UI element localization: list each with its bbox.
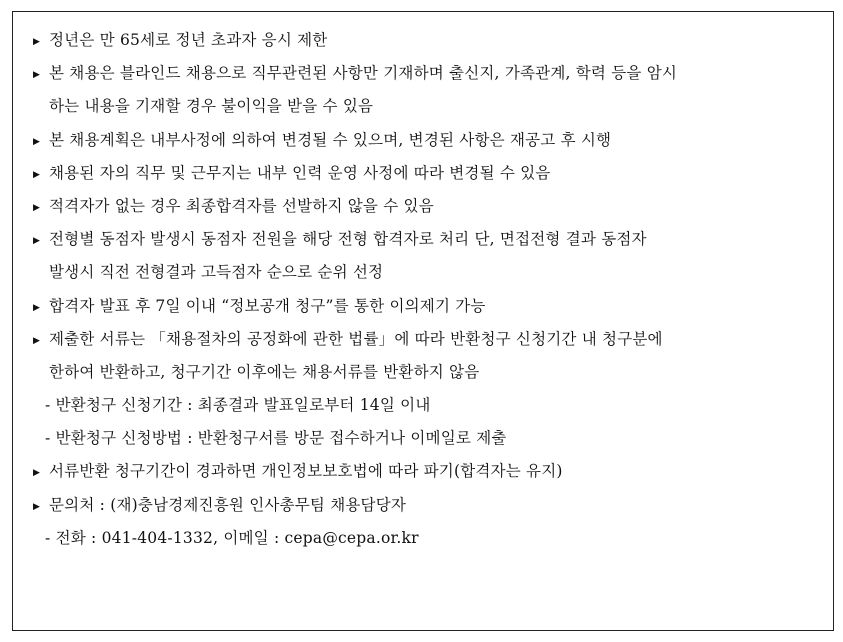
bullet-icon: ▶ [33, 501, 41, 512]
notice-text: 적격자가 없는 경우 최종합격자를 선발하지 않을 수 있음 [49, 196, 434, 215]
notice-item-objection [33, 290, 815, 323]
notice-text: 전형별 동점자 발생시 동점자 전원을 해당 전형 합격자로 처리 단, 면접전형 결과 동점자 [49, 230, 647, 249]
notice-text: 문의처 : (재)충남경제진흥원 인사총무팀 채용담당자 [49, 495, 407, 514]
notice-item-duty-location [33, 157, 815, 190]
notice-text: 정년은 만 65세로 정년 초과자 응시 제한 [49, 31, 328, 49]
bullet-icon: ▶ [33, 236, 41, 247]
bullet-icon: ▶ [33, 136, 41, 147]
bullet-icon: ▶ [33, 335, 41, 346]
notice-item-no-qualified [33, 190, 815, 223]
notice-text: 본 채용은 블라인드 채용으로 직무관련된 사항만 기재하며 출신지, 가족관계, 학력 등을 암시 [49, 64, 678, 83]
bullet-icon: ▶ [33, 468, 41, 479]
notice-item-contact [33, 489, 815, 522]
bullet-icon: ▶ [33, 37, 41, 47]
notice-item-tie-score-cont: 발생시 직전 전형결과 고득점자 순으로 순위 선정 [49, 263, 384, 282]
notice-text: 본 채용계획은 내부사정에 의하여 변경될 수 있으며, 변경된 사항은 재공고 후 시행 [49, 130, 612, 149]
notice-subitem-contact-info: - 전화 : 041-404-1332, 이메일 : cepa@cepa.or.kr [45, 528, 419, 547]
notice-box [12, 11, 834, 631]
bullet-icon: ▶ [33, 70, 41, 81]
notice-text: 서류반환 청구기간이 경과하면 개인정보보호법에 따라 파기(합격자는 유지) [49, 462, 563, 481]
bullet-icon: ▶ [33, 202, 41, 213]
notice-text: 제출한 서류는 「채용절차의 공정화에 관한 법률」에 따라 반환청구 신청기간 내 청구분에 [49, 329, 663, 348]
notice-item-disposal [33, 455, 815, 488]
bullet-icon: ▶ [33, 169, 41, 180]
notice-item-blind-hiring [33, 57, 815, 90]
notice-text: 합격자 발표 후 7일 이내 “정보공개 청구”를 통한 이의제기 가능 [49, 296, 486, 315]
notice-item-age-limit [33, 24, 815, 57]
notice-item-tie-score [33, 223, 815, 256]
notice-subitem-return-period: - 반환청구 신청기간 : 최종결과 발표일로부터 14일 이내 [45, 396, 431, 415]
notice-item-document-return-cont: 한하여 반환하고, 청구기간 이후에는 채용서류를 반환하지 않음 [49, 362, 480, 381]
notice-item-blind-hiring-cont: 하는 내용을 기재할 경우 불이익을 받을 수 있음 [49, 97, 374, 116]
notice-item-plan-change [33, 124, 815, 157]
notice-item-document-return [33, 323, 815, 356]
notice-subitem-return-method: - 반환청구 신청방법 : 반환청구서를 방문 접수하거나 이메일로 제출 [45, 429, 507, 448]
notice-text: 채용된 자의 직무 및 근무지는 내부 인력 운영 사정에 따라 변경될 수 있음 [49, 163, 551, 182]
bullet-icon: ▶ [33, 302, 41, 313]
